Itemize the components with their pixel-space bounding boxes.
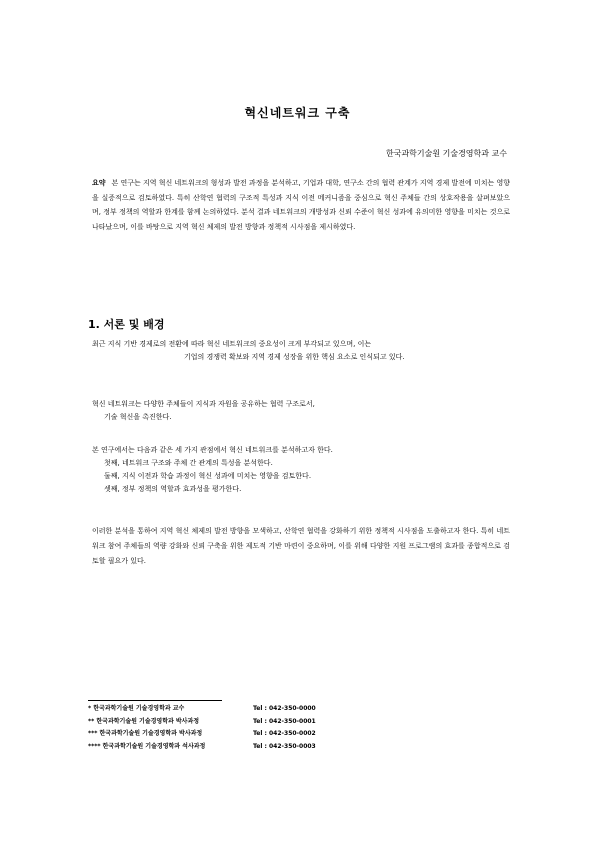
section-heading: 1. 서론 및 배경	[88, 318, 165, 331]
paragraph-1	[92, 338, 510, 364]
footnote-divider	[88, 700, 222, 701]
footnote-contact: Tel : 042-350-0003	[253, 742, 316, 750]
abstract	[92, 176, 510, 234]
paragraph-2-lead: 혁신 네트워크는 다양한 주체들이 지식과 자원을 공유하는 협력 구조로서,	[92, 400, 315, 408]
paragraph-1-cont: 기업의 경쟁력 확보와 지역 경제 성장을 위한 핵심 요소로 인식되고 있다.	[184, 353, 405, 361]
footnote-contact: Tel : 042-350-0001	[253, 717, 316, 725]
paragraph-2-cont: 기술 혁신을 촉진한다.	[104, 413, 172, 421]
footnote-contact: Tel : 042-350-0000	[253, 705, 316, 712]
footnotes	[88, 703, 348, 753]
footnote-row	[88, 741, 348, 754]
footnote-affiliation: * 한국과학기술원 기술경영학과 교수	[88, 705, 185, 712]
footnote-contact: Tel : 042-350-0002	[253, 730, 316, 737]
footnote-affiliation: ** 한국과학기술원 기술경영학과 박사과정	[88, 717, 200, 725]
document-title: 혁신네트워크 구축	[244, 106, 351, 120]
footnote-row	[88, 716, 348, 729]
paragraph-3-lead: 본 연구에서는 다음과 같은 세 가지 관점에서 혁신 네트워크를 분석하고자 한다.	[92, 446, 333, 454]
paragraph-3	[92, 444, 510, 496]
footnote-affiliation: **** 한국과학기술원 기술경영학과 석사과정	[88, 742, 206, 750]
author-line: 한국과학기술원 기술경영학과 교수	[385, 149, 507, 158]
paragraph-4: 이러한 분석을 통하여 지역 혁신 체제의 발전 방향을 모색하고, 산학연 협력을 강화하기 위한 정책적 시사점을 도출하고자 한다. 특히 네트워크 참여 주체들의 역량 강화와 신뢰 구축을 위한 제도적 기반 마련이 중요하며, 이를 위해 다양한 지원 프로그램의 효과를 종합적으로 검토할 필요가 있다.	[92, 527, 510, 565]
abstract-text: 본 연구는 지역 혁신 네트워크의 형성과 발전 과정을 분석하고, 기업과 대학, 연구소 간의 협력 관계가 지역 경제 발전에 미치는 영향을 실증적으로 검토하였다. 특히 산학연 협력의 구조적 특성과 지식 이전 메커니즘을 중심으로 혁신 주체들 간의 상호작용을 살펴보았으며, 정부 정책의 역할과 한계를 함께 논의하였다. 분석 결과 네트워크의 개방성과 신뢰 수준이 혁신 성과에 유의미한 영향을 미치는 것으로 나타났으며, 이를 바탕으로 지역 혁신 체제의 발전 방향과 정책적 시사점을 제시하였다.	[92, 179, 510, 231]
paragraph-1-lead: 최근 지식 기반 경제로의 전환에 따라 혁신 네트워크의 중요성이 크게 부각되고 있으며, 이는	[92, 340, 372, 348]
footnote-affiliation: *** 한국과학기술원 기술경영학과 박사과정	[88, 730, 203, 737]
abstract-label: 요약	[92, 179, 106, 187]
paragraph-2	[92, 398, 510, 424]
list-item: 첫째, 네트워크 구조와 주체 간 관계의 특성을 분석한다.	[104, 459, 273, 467]
footnote-row	[88, 728, 348, 741]
footnote-row	[88, 703, 348, 716]
list-item: 셋째, 정부 정책의 역할과 효과성을 평가한다.	[104, 485, 242, 493]
list-item: 둘째, 지식 이전과 학습 과정이 혁신 성과에 미치는 영향을 검토한다.	[104, 472, 312, 480]
